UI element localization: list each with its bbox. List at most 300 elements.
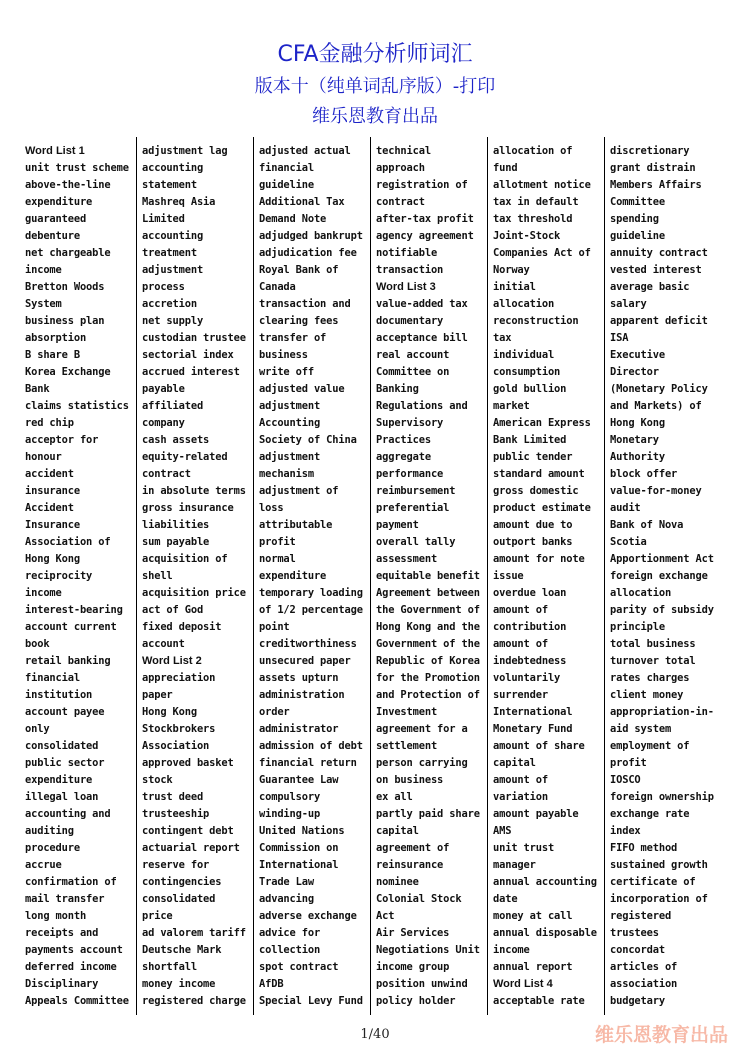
vocabulary-term: annual disposable: [493, 927, 597, 939]
vocabulary-term: tax threshold: [493, 213, 573, 225]
vocabulary-term: partly paid share: [376, 808, 480, 820]
vocabulary-term: consolidated: [25, 740, 99, 752]
vocabulary-term: mail transfer: [25, 893, 105, 905]
vocabulary-term: honour: [25, 451, 62, 463]
vocabulary-term: United Nations: [259, 825, 345, 837]
vocabulary-term: ad valorem tariff: [142, 927, 246, 939]
vocabulary-term: Canada: [259, 281, 296, 293]
vocabulary-term: equitable benefit: [376, 570, 480, 582]
vocabulary-term: fund: [493, 162, 518, 174]
vocabulary-term: amount of: [493, 774, 548, 786]
vocabulary-term: transaction and: [259, 298, 351, 310]
vocabulary-term: trustees: [610, 927, 659, 939]
vocabulary-term: Korea Exchange: [25, 366, 111, 378]
vocabulary-term: product estimate: [493, 502, 591, 514]
word-column-3: [254, 137, 371, 1015]
vocabulary-term: B share B: [25, 349, 80, 361]
vocabulary-term: Executive: [610, 349, 665, 361]
vocabulary-term: spending: [610, 213, 659, 225]
vocabulary-term: trusteeship: [142, 808, 210, 820]
vocabulary-term: grant distrain: [610, 162, 696, 174]
vocabulary-term: allotment notice: [493, 179, 591, 191]
vocabulary-term: accrued interest: [142, 366, 240, 378]
vocabulary-term: expenditure: [25, 196, 93, 208]
vocabulary-term: Air Services: [376, 927, 450, 939]
vocabulary-term: registered: [610, 910, 672, 922]
vocabulary-term: FIFO method: [610, 842, 678, 854]
vocabulary-term: winding-up: [259, 808, 321, 820]
vocabulary-term: association: [610, 978, 678, 990]
vocabulary-term: reimbursement: [376, 485, 456, 497]
vocabulary-term: actuarial report: [142, 842, 240, 854]
vocabulary-term: public tender: [493, 451, 573, 463]
word-column-4: [371, 137, 488, 1015]
vocabulary-term: policy holder: [376, 995, 456, 1007]
vocabulary-term: consolidated: [142, 893, 216, 905]
vocabulary-term: income group: [376, 961, 450, 973]
vocabulary-term: employment of: [610, 740, 690, 752]
vocabulary-term: liabilities: [142, 519, 210, 531]
vocabulary-term: approach: [376, 162, 425, 174]
vocabulary-term: total business: [610, 638, 696, 650]
vocabulary-term: acquisition of: [142, 553, 228, 565]
word-list-heading: Word List 3: [376, 281, 436, 293]
vocabulary-term: transfer of: [259, 332, 327, 344]
vocabulary-term: act of God: [142, 604, 204, 616]
vocabulary-term: annual accounting: [493, 876, 597, 888]
vocabulary-term: technical: [376, 145, 431, 157]
vocabulary-term: Joint-Stock: [493, 230, 561, 242]
vocabulary-term: the Government of: [376, 604, 480, 616]
vocabulary-term: voluntarily: [493, 672, 561, 684]
vocabulary-term: Accounting: [259, 417, 321, 429]
vocabulary-term: Authority: [610, 451, 665, 463]
vocabulary-term: transaction: [376, 264, 444, 276]
vocabulary-term: Committee on: [376, 366, 450, 378]
vocabulary-term: overall tally: [376, 536, 456, 548]
vocabulary-term: market: [493, 400, 530, 412]
vocabulary-term: Companies Act of: [493, 247, 591, 259]
vocabulary-term: Agreement between: [376, 587, 480, 599]
vocabulary-term: acquisition price: [142, 587, 246, 599]
vocabulary-term: variation: [493, 791, 548, 803]
vocabulary-term: Special Levy Fund: [259, 995, 363, 1007]
vocabulary-term: gross domestic: [493, 485, 579, 497]
vocabulary-term: Hong Kong: [610, 417, 665, 429]
vocabulary-term: accounting and: [25, 808, 111, 820]
vocabulary-term: Supervisory: [376, 417, 444, 429]
vocabulary-term: adjustment of: [259, 485, 339, 497]
vocabulary-term: System: [25, 298, 62, 310]
vocabulary-term: guideline: [610, 230, 665, 242]
vocabulary-term: and Protection of: [376, 689, 480, 701]
word-list-heading: Word List 1: [25, 145, 85, 157]
vocabulary-term: affiliated: [142, 400, 204, 412]
vocabulary-term: business: [259, 349, 308, 361]
vocabulary-term: shell: [142, 570, 173, 582]
vocabulary-term: guaranteed: [25, 213, 87, 225]
vocabulary-term: parity of subsidy: [610, 604, 714, 616]
vocabulary-term: ISA: [610, 332, 629, 344]
vocabulary-term: client money: [610, 689, 684, 701]
vocabulary-term: agency agreement: [376, 230, 474, 242]
vocabulary-term: money at call: [493, 910, 573, 922]
vocabulary-term: payable: [142, 383, 185, 395]
vocabulary-term: exchange rate: [610, 808, 690, 820]
vocabulary-term: reciprocity: [25, 570, 93, 582]
vocabulary-term: expenditure: [259, 570, 327, 582]
vocabulary-term: Hong Kong: [142, 706, 197, 718]
vocabulary-term: Association: [142, 740, 210, 752]
vocabulary-term: adjustment: [142, 264, 204, 276]
vocabulary-term: manager: [493, 859, 536, 871]
vocabulary-term: allocation: [610, 587, 672, 599]
vocabulary-term: claims statistics: [25, 400, 129, 412]
vocabulary-term: adjudged bankrupt: [259, 230, 363, 242]
vocabulary-term: spot contract: [259, 961, 339, 973]
vocabulary-term: acceptable rate: [493, 995, 585, 1007]
vocabulary-term: Republic of Korea: [376, 655, 480, 667]
vocabulary-term: Bank Limited: [493, 434, 567, 446]
vocabulary-term: red chip: [25, 417, 74, 429]
vocabulary-term: value-for-money: [610, 485, 702, 497]
vocabulary-term: compulsory: [259, 791, 321, 803]
vocabulary-term: retail banking: [25, 655, 111, 667]
vocabulary-term: acceptance bill: [376, 332, 468, 344]
vocabulary-term: temporary loading: [259, 587, 363, 599]
word-column-6: [605, 137, 722, 1015]
vocabulary-term: clearing fees: [259, 315, 339, 327]
vocabulary-term: tax in default: [493, 196, 579, 208]
vocabulary-term: International: [259, 859, 339, 871]
document-header: [0, 40, 750, 131]
vocabulary-term: outport banks: [493, 536, 573, 548]
vocabulary-term: loss: [259, 502, 284, 514]
vocabulary-term: advice for: [259, 927, 321, 939]
vocabulary-term: settlement: [376, 740, 438, 752]
document-subtitle: 版本十（纯单词乱序版）-打印: [254, 76, 496, 97]
vocabulary-term: Trade Law: [259, 876, 314, 888]
vocabulary-term: reserve for: [142, 859, 210, 871]
vocabulary-term: preferential: [376, 502, 450, 514]
publisher-line: 维乐恩教育出品: [312, 106, 438, 127]
vocabulary-term: Bank of Nova: [610, 519, 684, 531]
vocabulary-term: Bank: [25, 383, 50, 395]
vocabulary-term: reconstruction: [493, 315, 579, 327]
vocabulary-term: contingent debt: [142, 825, 234, 837]
vocabulary-term: accrue: [25, 859, 62, 871]
vocabulary-term: shortfall: [142, 961, 197, 973]
vocabulary-term: deferred income: [25, 961, 117, 973]
vocabulary-term: allocation: [493, 298, 555, 310]
vocabulary-term: accounting: [142, 230, 204, 242]
vocabulary-term: notifiable: [376, 247, 438, 259]
vocabulary-term: confirmation of: [25, 876, 117, 888]
vocabulary-term: interest-bearing: [25, 604, 123, 616]
vocabulary-term: absorption: [25, 332, 87, 344]
vocabulary-term: fixed deposit: [142, 621, 222, 633]
vocabulary-term: certificate of: [610, 876, 696, 888]
vocabulary-term: Norway: [493, 264, 530, 276]
vocabulary-term: profit: [259, 536, 296, 548]
vocabulary-term: adjustment: [259, 451, 321, 463]
vocabulary-term: International: [493, 706, 573, 718]
word-list-heading: Word List 2: [142, 655, 202, 667]
vocabulary-term: Colonial Stock: [376, 893, 462, 905]
vocabulary-term: write off: [259, 366, 314, 378]
vocabulary-term: Committee: [610, 196, 665, 208]
vocabulary-term: income: [493, 944, 530, 956]
vocabulary-term: payment: [376, 519, 419, 531]
vocabulary-term: in absolute terms: [142, 485, 246, 497]
word-column-1: [20, 137, 137, 1015]
vocabulary-term: standard amount: [493, 468, 585, 480]
vocabulary-term: amount of: [493, 638, 548, 650]
vocabulary-term: income: [25, 587, 62, 599]
vocabulary-term: custodian trustee: [142, 332, 246, 344]
vocabulary-term: after-tax profit: [376, 213, 474, 225]
vocabulary-term: consumption: [493, 366, 561, 378]
vocabulary-term: illegal loan: [25, 791, 99, 803]
vocabulary-term: long month: [25, 910, 87, 922]
vocabulary-term: concordat: [610, 944, 665, 956]
vocabulary-term: IOSCO: [610, 774, 641, 786]
vocabulary-term: amount for note: [493, 553, 585, 565]
vocabulary-term: (Monetary Policy: [610, 383, 708, 395]
vocabulary-term: contract: [142, 468, 191, 480]
vocabulary-term: sustained growth: [610, 859, 708, 871]
vocabulary-term: discretionary: [610, 145, 690, 157]
vocabulary-term: acceptor for: [25, 434, 99, 446]
vocabulary-term: nominee: [376, 876, 419, 888]
vocabulary-term: mechanism: [259, 468, 314, 480]
vocabulary-term: administration: [259, 689, 345, 701]
vocabulary-term: vested interest: [610, 264, 702, 276]
vocabulary-term: incorporation of: [610, 893, 708, 905]
vocabulary-term: Scotia: [610, 536, 647, 548]
vocabulary-term: Disciplinary: [25, 978, 99, 990]
vocabulary-term: capital: [376, 825, 419, 837]
vocabulary-term: admission of debt: [259, 740, 363, 752]
vocabulary-term: collection: [259, 944, 321, 956]
vocabulary-term: AfDB: [259, 978, 284, 990]
vocabulary-term: date: [493, 893, 518, 905]
vocabulary-term: contingencies: [142, 876, 222, 888]
vocabulary-term: Hong Kong and the: [376, 621, 480, 633]
vocabulary-term: Appeals Committee: [25, 995, 129, 1007]
vocabulary-term: financial: [259, 162, 314, 174]
vocabulary-term: of 1/2 percentage: [259, 604, 363, 616]
vocabulary-term: agreement for a: [376, 723, 468, 735]
vocabulary-term: only: [25, 723, 50, 735]
vocabulary-term: advancing: [259, 893, 314, 905]
vocabulary-term: company: [142, 417, 185, 429]
vocabulary-term: Additional Tax: [259, 196, 345, 208]
vocabulary-term: principle: [610, 621, 665, 633]
vocabulary-term: position unwind: [376, 978, 468, 990]
vocabulary-term: creditworthiness: [259, 638, 357, 650]
vocabulary-term: gold bullion: [493, 383, 567, 395]
vocabulary-term: price: [142, 910, 173, 922]
vocabulary-term: performance: [376, 468, 444, 480]
vocabulary-term: amount of: [493, 604, 548, 616]
vocabulary-term: account payee: [25, 706, 105, 718]
vocabulary-term: order: [259, 706, 290, 718]
vocabulary-term: unit trust scheme: [25, 162, 129, 174]
vocabulary-term: articles of: [610, 961, 678, 973]
vocabulary-term: reinsurance: [376, 859, 444, 871]
vocabulary-term: value-added tax: [376, 298, 468, 310]
vocabulary-term: foreign ownership: [610, 791, 714, 803]
vocabulary-term: surrender: [493, 689, 548, 701]
vocabulary-term: registration of: [376, 179, 468, 191]
vocabulary-term: stock: [142, 774, 173, 786]
vocabulary-term: equity-related: [142, 451, 228, 463]
vocabulary-term: unit trust: [493, 842, 555, 854]
vocabulary-term: guideline: [259, 179, 314, 191]
vocabulary-term: contribution: [493, 621, 567, 633]
vocabulary-term: audit: [610, 502, 641, 514]
vocabulary-term: Practices: [376, 434, 431, 446]
vocabulary-term: account current: [25, 621, 117, 633]
word-column-5: [488, 137, 605, 1015]
vocabulary-term: adverse exchange: [259, 910, 357, 922]
vocabulary-term: Insurance: [25, 519, 80, 531]
vocabulary-term: overdue loan: [493, 587, 567, 599]
vocabulary-term: Stockbrokers: [142, 723, 216, 735]
vocabulary-columns: [20, 137, 723, 1015]
vocabulary-term: sectorial index: [142, 349, 234, 361]
vocabulary-term: Apportionment Act: [610, 553, 714, 565]
vocabulary-term: financial return: [259, 757, 357, 769]
vocabulary-term: expenditure: [25, 774, 93, 786]
vocabulary-term: Royal Bank of: [259, 264, 339, 276]
vocabulary-term: American Express: [493, 417, 591, 429]
vocabulary-term: receipts and: [25, 927, 99, 939]
vocabulary-term: real account: [376, 349, 450, 361]
vocabulary-term: financial: [25, 672, 80, 684]
vocabulary-term: adjustment: [259, 400, 321, 412]
page-number: 1/40: [360, 1027, 390, 1042]
vocabulary-term: net supply: [142, 315, 204, 327]
vocabulary-term: amount of share: [493, 740, 585, 752]
vocabulary-term: procedure: [25, 842, 80, 854]
vocabulary-term: index: [610, 825, 641, 837]
vocabulary-term: documentary: [376, 315, 444, 327]
vocabulary-term: Hong Kong: [25, 553, 80, 565]
vocabulary-term: administrator: [259, 723, 339, 735]
vocabulary-term: money income: [142, 978, 216, 990]
vocabulary-term: debenture: [25, 230, 80, 242]
vocabulary-term: adjusted value: [259, 383, 345, 395]
vocabulary-term: institution: [25, 689, 93, 701]
vocabulary-term: amount payable: [493, 808, 579, 820]
vocabulary-term: apparent deficit: [610, 315, 708, 327]
vocabulary-term: income: [25, 264, 62, 276]
vocabulary-term: statement: [142, 179, 197, 191]
vocabulary-term: Investment: [376, 706, 438, 718]
vocabulary-term: business plan: [25, 315, 105, 327]
vocabulary-term: attributable: [259, 519, 333, 531]
vocabulary-term: Commission on: [259, 842, 339, 854]
vocabulary-term: Banking: [376, 383, 419, 395]
word-list-heading: Word List 4: [493, 978, 553, 990]
vocabulary-term: book: [25, 638, 50, 650]
vocabulary-term: agreement of: [376, 842, 450, 854]
vocabulary-term: person carrying: [376, 757, 468, 769]
vocabulary-term: issue: [493, 570, 524, 582]
vocabulary-term: rates charges: [610, 672, 690, 684]
vocabulary-term: Act: [376, 910, 395, 922]
vocabulary-term: approved basket: [142, 757, 234, 769]
word-column-2: [137, 137, 254, 1015]
vocabulary-term: Guarantee Law: [259, 774, 339, 786]
vocabulary-term: average basic: [610, 281, 690, 293]
vocabulary-term: Demand Note: [259, 213, 327, 225]
document-title: CFA金融分析师词汇: [277, 42, 473, 67]
vocabulary-term: appreciation: [142, 672, 216, 684]
vocabulary-term: tax: [493, 332, 512, 344]
vocabulary-term: payments account: [25, 944, 123, 956]
vocabulary-term: aid system: [610, 723, 672, 735]
vocabulary-term: public sector: [25, 757, 105, 769]
vocabulary-term: contract: [376, 196, 425, 208]
vocabulary-term: for the Promotion: [376, 672, 480, 684]
vocabulary-term: indebtedness: [493, 655, 567, 667]
vocabulary-term: account: [142, 638, 185, 650]
vocabulary-term: capital: [493, 757, 536, 769]
vocabulary-term: individual: [493, 349, 555, 361]
vocabulary-term: ex all: [376, 791, 413, 803]
vocabulary-term: Society of China: [259, 434, 357, 446]
vocabulary-term: normal: [259, 553, 296, 565]
vocabulary-term: gross insurance: [142, 502, 234, 514]
vocabulary-term: appropriation-in-: [610, 706, 714, 718]
vocabulary-term: Members Affairs: [610, 179, 702, 191]
vocabulary-term: adjusted actual: [259, 145, 351, 157]
vocabulary-term: accounting: [142, 162, 204, 174]
vocabulary-term: block offer: [610, 468, 678, 480]
vocabulary-term: accident: [25, 468, 74, 480]
vocabulary-term: net chargeable: [25, 247, 111, 259]
vocabulary-term: assets upturn: [259, 672, 339, 684]
vocabulary-term: Monetary: [610, 434, 659, 446]
vocabulary-term: Accident: [25, 502, 74, 514]
vocabulary-term: and Markets) of: [610, 400, 702, 412]
vocabulary-term: adjustment lag: [142, 145, 228, 157]
vocabulary-term: above-the-line: [25, 179, 111, 191]
vocabulary-term: paper: [142, 689, 173, 701]
vocabulary-term: process: [142, 281, 185, 293]
vocabulary-term: trust deed: [142, 791, 204, 803]
vocabulary-term: treatment: [142, 247, 197, 259]
vocabulary-term: Negotiations Unit: [376, 944, 480, 956]
vocabulary-term: amount due to: [493, 519, 573, 531]
vocabulary-term: Bretton Woods: [25, 281, 105, 293]
vocabulary-term: AMS: [493, 825, 512, 837]
vocabulary-term: Regulations and: [376, 400, 468, 412]
vocabulary-term: Monetary Fund: [493, 723, 573, 735]
vocabulary-term: Government of the: [376, 638, 480, 650]
vocabulary-term: registered charge: [142, 995, 246, 1007]
watermark-logo: 维乐恩教育出品: [594, 1024, 728, 1046]
vocabulary-term: Limited: [142, 213, 185, 225]
vocabulary-term: aggregate: [376, 451, 431, 463]
vocabulary-term: on business: [376, 774, 444, 786]
vocabulary-term: point: [259, 621, 290, 633]
vocabulary-term: budgetary: [610, 995, 665, 1007]
vocabulary-term: initial: [493, 281, 536, 293]
